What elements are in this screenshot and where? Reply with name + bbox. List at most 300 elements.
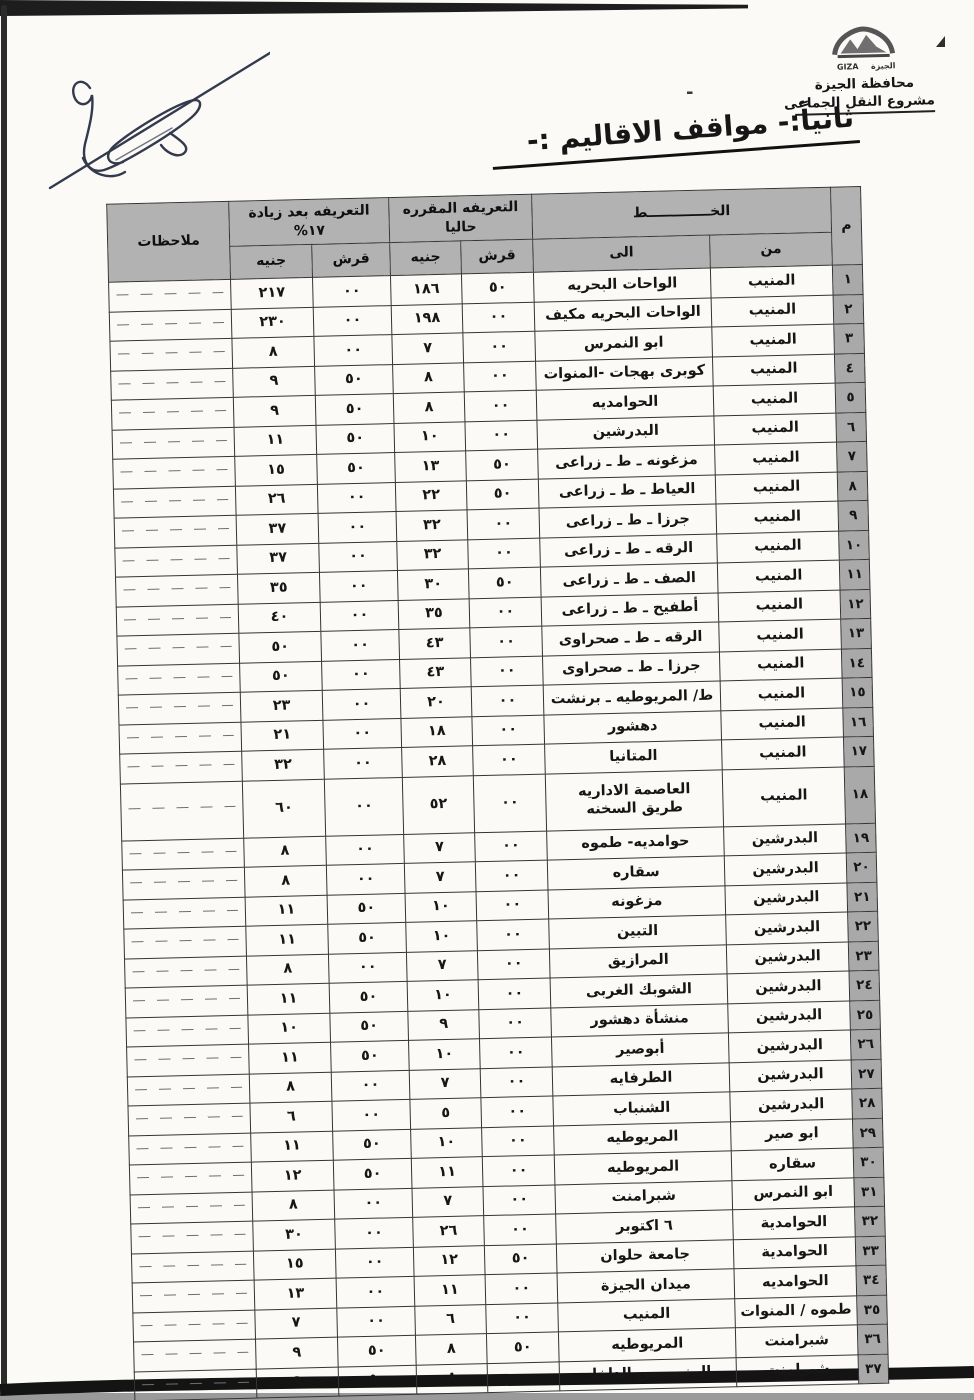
increased-pounds-cell: ٣٢ bbox=[242, 749, 325, 780]
row-index-cell: ٨ bbox=[837, 471, 868, 501]
row-index-cell: ٢٨ bbox=[852, 1088, 883, 1118]
from-cell: المنيب bbox=[722, 767, 845, 827]
increased-piasters-cell: ٠٠ bbox=[322, 659, 401, 690]
increased-piasters-cell: ٥٠ bbox=[333, 1158, 412, 1189]
increased-pounds-cell: ٣٠ bbox=[253, 1219, 336, 1250]
increased-piasters-cell: ٥٠ bbox=[330, 1011, 409, 1042]
increased-piasters-cell: ٠٠ bbox=[326, 863, 405, 894]
current-pounds-cell: ١٠ bbox=[409, 1039, 481, 1070]
increased-piasters-cell: ٠٠ bbox=[337, 1306, 416, 1337]
from-cell: المنيب bbox=[714, 413, 837, 445]
from-cell: المنيب bbox=[713, 383, 836, 415]
current-piasters-cell: ٥٠ bbox=[461, 272, 534, 303]
row-index-cell: ٢ bbox=[833, 294, 864, 324]
row-index-cell: ٢٠ bbox=[846, 852, 877, 882]
current-piasters-cell: ٠٠ bbox=[477, 919, 550, 950]
increased-pounds-cell: ٩ bbox=[233, 395, 316, 426]
to-cell: الرقه ـ ط ـ زراعى bbox=[540, 533, 718, 567]
increased-piasters-cell: ٠٠ bbox=[320, 600, 399, 631]
current-pounds-cell: ٤٣ bbox=[399, 628, 471, 659]
current-piasters-cell: ٠٠ bbox=[464, 361, 537, 392]
row-index-cell: ٧ bbox=[837, 441, 868, 471]
current-piasters-cell: ٠٠ bbox=[480, 1066, 553, 1097]
increased-pounds-cell: ٢٦ bbox=[235, 484, 318, 515]
current-pounds-cell: ٢٦ bbox=[413, 1216, 485, 1247]
current-pounds-cell: ١٠ bbox=[411, 1127, 483, 1158]
notes-cell bbox=[129, 1162, 252, 1194]
increased-piasters-cell: ٠٠ bbox=[331, 1070, 410, 1101]
increased-pounds-cell: ١٠ bbox=[248, 1013, 331, 1044]
increased-tariff-label-line2: %١٧ bbox=[293, 222, 326, 239]
notes-cell bbox=[113, 486, 236, 518]
increased-pounds-cell: ١٥ bbox=[253, 1249, 336, 1280]
current-piasters-cell: ٠٠ bbox=[469, 597, 542, 628]
current-pounds-cell: ٧ bbox=[404, 862, 476, 893]
notes-cell bbox=[123, 897, 246, 929]
increased-piasters-cell: ٥٠ bbox=[315, 394, 394, 425]
notes-cell bbox=[118, 663, 241, 695]
current-piasters-cell: ٠٠ bbox=[471, 656, 544, 687]
to-cell: المتانيا bbox=[545, 740, 723, 774]
current-piasters-cell: ٠٠ bbox=[483, 1184, 556, 1215]
to-cell: المريوطيه bbox=[554, 1121, 732, 1155]
stray-dash-mark: - bbox=[686, 82, 694, 103]
to-cell: الواحات البحريه مكيف bbox=[534, 298, 712, 332]
current-pounds-cell: ٣٠ bbox=[397, 569, 469, 600]
from-cell: البدرشين bbox=[730, 1089, 853, 1121]
notes-cell bbox=[114, 515, 237, 547]
increased-piasters-cell: ٠٠ bbox=[335, 1217, 414, 1248]
to-cell: الواحات البحريه bbox=[533, 268, 711, 302]
increased-pounds-cell: ٢٣٠ bbox=[231, 307, 314, 338]
increased-pounds-cell: ٥٠ bbox=[239, 631, 322, 662]
current-piasters-cell: ٠٠ bbox=[473, 774, 546, 833]
current-pounds-cell: ١٣ bbox=[395, 451, 467, 482]
increased-piasters-cell: ٠٠ bbox=[335, 1247, 414, 1278]
increased-pounds-cell: ٦ bbox=[250, 1101, 333, 1132]
notes-cell bbox=[117, 633, 240, 665]
to-cell: العاصمة الاداريه طريق السخنه bbox=[545, 769, 723, 830]
row-index-cell: ٣٣ bbox=[855, 1236, 886, 1266]
notes-cell bbox=[131, 1251, 254, 1283]
current-piasters-cell: ٠٠ bbox=[471, 685, 544, 716]
org-name: محافظة الجيزة bbox=[814, 74, 915, 94]
current-pounds-cell: ٢٢ bbox=[395, 480, 467, 511]
row-index-cell: ٣٢ bbox=[855, 1206, 886, 1236]
increased-piasters-cell: ٥٠ bbox=[327, 893, 406, 924]
from-cell: شبرامنت bbox=[736, 1354, 859, 1386]
from-cell: المنيب bbox=[720, 678, 843, 710]
increased-pounds-cell: ٨ bbox=[244, 865, 327, 896]
increased-piasters-cell: ٠٠ bbox=[336, 1276, 415, 1307]
row-index-cell: ٣١ bbox=[854, 1177, 885, 1207]
to-cell: المريوطيه bbox=[558, 1328, 736, 1362]
increased-pounds-cell: ١١ bbox=[245, 895, 328, 926]
current-piasters-cell: ٥٠ bbox=[466, 479, 539, 510]
current-pounds-cell: ٧ bbox=[404, 832, 476, 863]
logo-text-ar: الجيزة bbox=[870, 61, 896, 71]
increased-piasters-cell: ٠٠ bbox=[317, 482, 396, 513]
section-title: ثانياً:- مواقف الاقاليم :- bbox=[490, 100, 860, 170]
notes-cell bbox=[124, 956, 247, 988]
to-cell: المنيب من الداخل bbox=[559, 1357, 737, 1391]
current-piasters-cell: ٠٠ bbox=[472, 715, 545, 746]
current-piasters-cell: ٠٠ bbox=[478, 978, 551, 1009]
from-cell: ابو صير bbox=[731, 1118, 854, 1150]
to-cell: الحوامديه bbox=[536, 386, 714, 420]
handwritten-signature bbox=[20, 40, 270, 200]
to-cell: مزغونه bbox=[548, 885, 726, 919]
notes-cell bbox=[116, 574, 239, 606]
to-cell: شبرامنت bbox=[555, 1180, 733, 1214]
to-cell: ابو النمرس bbox=[535, 327, 713, 361]
current-piasters-cell: ٠٠ bbox=[482, 1155, 555, 1186]
increased-pounds-cell: ٦٠ bbox=[242, 779, 325, 838]
from-cell: طموه / المنوات bbox=[735, 1295, 858, 1327]
col-header-current-tariff-group bbox=[389, 194, 533, 242]
to-cell: الشوبك الغربى bbox=[550, 974, 728, 1008]
increased-pounds-cell: ٢٣ bbox=[240, 690, 323, 721]
current-piasters-cell: ٠٠ bbox=[462, 302, 535, 333]
from-cell: الحوامدية bbox=[733, 1236, 856, 1268]
current-piasters-cell: ٥٠ bbox=[484, 1243, 557, 1274]
current-pounds-cell: ٨ bbox=[393, 362, 465, 393]
increased-piasters-cell: ٥٠ bbox=[331, 1040, 410, 1071]
increased-pounds-cell: ١٥ bbox=[235, 454, 318, 485]
row-index-cell: ١٠ bbox=[839, 530, 870, 560]
from-cell: الحوامدية bbox=[733, 1207, 856, 1239]
current-piasters-cell: ٠٠ bbox=[463, 331, 536, 362]
row-index-cell: ٢٤ bbox=[849, 970, 880, 1000]
from-cell: المنيب bbox=[716, 501, 839, 533]
current-piasters-cell: ٠٠ bbox=[484, 1214, 557, 1245]
increased-piasters-cell: ٠٠ bbox=[324, 747, 403, 778]
table-body bbox=[109, 264, 889, 1400]
increased-piasters-cell: ٠٠ bbox=[328, 952, 407, 983]
row-index-cell: ٥ bbox=[835, 382, 866, 412]
from-cell: المنيب bbox=[719, 619, 842, 651]
row-index-cell: ٢٣ bbox=[848, 941, 879, 971]
col-header-from: من bbox=[710, 232, 833, 268]
current-pounds-cell: ٦ bbox=[415, 1304, 487, 1335]
current-piasters-cell: ٠٠ bbox=[482, 1125, 555, 1156]
increased-pounds-cell: ٧ bbox=[255, 1308, 338, 1339]
to-cell: المنيب bbox=[558, 1298, 736, 1332]
row-index-cell: ٩ bbox=[838, 500, 869, 530]
regional-stops-tariff-table bbox=[106, 186, 889, 1400]
notes-cell bbox=[120, 751, 243, 783]
col-header-increased-piasters: قرش bbox=[312, 243, 391, 278]
to-cell: أبوصير bbox=[551, 1033, 729, 1067]
current-pounds-cell: ١٨٦ bbox=[390, 274, 462, 305]
increased-piasters-cell: ٠٠ bbox=[313, 305, 392, 336]
to-cell: الرقه ـ ط ـ صحراوى bbox=[542, 622, 720, 656]
row-index-cell: ١٧ bbox=[844, 736, 875, 766]
current-piasters-cell: ٠٠ bbox=[487, 1361, 560, 1392]
increased-pounds-cell: ٣٧ bbox=[237, 543, 320, 574]
notes-cell bbox=[111, 397, 234, 429]
notes-cell bbox=[134, 1339, 257, 1371]
scan-edge-top bbox=[0, 0, 748, 16]
current-pounds-cell: ٩ bbox=[408, 1009, 480, 1040]
to-cell: الطرفايه bbox=[552, 1062, 730, 1096]
row-index-cell: ١٥ bbox=[842, 677, 873, 707]
increased-pounds-cell: ٨ bbox=[249, 1072, 332, 1103]
current-pounds-cell: ١١ bbox=[411, 1157, 483, 1188]
current-piasters-cell: ٠٠ bbox=[468, 538, 541, 569]
increased-pounds-cell: ١١ bbox=[246, 924, 329, 955]
increased-piasters-cell: ٠٠ bbox=[318, 512, 397, 543]
current-pounds-cell: ٧ bbox=[406, 950, 478, 981]
current-piasters-cell: ٠٠ bbox=[476, 890, 549, 921]
current-piasters-cell: ٥٠ bbox=[468, 567, 541, 598]
increased-piasters-cell: ٥٠ bbox=[338, 1365, 417, 1396]
from-cell: المنيب bbox=[711, 295, 834, 327]
col-header-line-group: الخـــــــــــــط bbox=[532, 187, 832, 239]
row-index-cell: ١٩ bbox=[846, 823, 877, 853]
current-piasters-cell: ٠٠ bbox=[486, 1302, 559, 1333]
to-cell: المرازيق bbox=[549, 944, 727, 978]
col-header-index: م bbox=[831, 186, 863, 265]
current-pounds-cell: ٨ bbox=[393, 392, 465, 423]
notes-cell bbox=[115, 545, 238, 577]
notes-cell bbox=[126, 1015, 249, 1047]
from-cell: المنيب bbox=[718, 590, 841, 622]
increased-pounds-cell: ١١ bbox=[251, 1131, 334, 1162]
notes-cell bbox=[125, 985, 248, 1017]
row-index-cell: ٢٦ bbox=[850, 1029, 881, 1059]
from-cell: شبرامنت bbox=[735, 1325, 858, 1357]
row-index-cell: ٢٩ bbox=[852, 1118, 883, 1148]
to-cell: منشأة دهشور bbox=[551, 1003, 729, 1037]
notes-cell bbox=[122, 838, 245, 870]
letterhead bbox=[783, 22, 936, 116]
notes-cell bbox=[129, 1133, 252, 1165]
current-pounds-cell: ١٠ bbox=[405, 891, 477, 922]
notes-cell bbox=[118, 692, 241, 724]
notes-cell bbox=[131, 1221, 254, 1253]
org-department: مشروع النقل الجماعى bbox=[795, 92, 935, 116]
current-pounds-cell: ٣٥ bbox=[398, 598, 470, 629]
notes-cell bbox=[130, 1192, 253, 1224]
notes-cell bbox=[109, 279, 232, 311]
to-cell: ٦ اكتوبر bbox=[556, 1210, 734, 1244]
current-pounds-cell: ١٩٨ bbox=[391, 303, 463, 334]
notes-cell bbox=[124, 926, 247, 958]
row-index-cell: ٤ bbox=[834, 353, 865, 383]
from-cell: البدرشين bbox=[727, 971, 850, 1003]
current-pounds-cell: ٧ bbox=[412, 1186, 484, 1217]
from-cell: المنيب bbox=[721, 708, 844, 740]
notes-cell bbox=[127, 1074, 250, 1106]
col-header-to: الى bbox=[533, 235, 711, 272]
to-cell: حوامديه- طموه bbox=[547, 826, 725, 860]
current-pounds-cell: ٧ bbox=[409, 1068, 481, 1099]
increased-piasters-cell: ٥٠ bbox=[337, 1335, 416, 1366]
from-cell: المنيب bbox=[722, 737, 845, 769]
increased-tariff-label-line1: التعريفه بعد زيادة bbox=[248, 202, 370, 222]
notes-cell bbox=[132, 1280, 255, 1312]
to-cell: العياط ـ ط ـ زراعى bbox=[538, 474, 716, 508]
increased-pounds-cell: ٩ bbox=[233, 366, 316, 397]
to-cell: البدرشين bbox=[537, 416, 715, 450]
row-index-cell: ١٨ bbox=[844, 766, 875, 824]
increased-piasters-cell: ٠٠ bbox=[313, 276, 392, 307]
increased-piasters-cell: ٠٠ bbox=[321, 629, 400, 660]
to-cell: الصف ـ ط ـ زراعى bbox=[540, 563, 718, 597]
increased-pounds-cell: ١٢ bbox=[251, 1160, 334, 1191]
increased-piasters-cell: ٥٠ bbox=[333, 1129, 412, 1160]
from-cell: المنيب bbox=[717, 560, 840, 592]
row-index-cell: ٢٧ bbox=[851, 1059, 882, 1089]
to-cell: كوبرى بهجات -المنوات bbox=[536, 357, 714, 391]
from-cell: البدرشين bbox=[724, 853, 847, 885]
increased-piasters-cell: ٠٠ bbox=[324, 777, 403, 836]
current-pounds-cell: ٢٨ bbox=[402, 746, 474, 777]
increased-piasters-cell: ٠٠ bbox=[322, 688, 401, 719]
notes-cell bbox=[111, 368, 234, 400]
current-piasters-cell: ٠٠ bbox=[464, 390, 537, 421]
giza-governorate-logo-icon bbox=[826, 23, 901, 75]
current-piasters-cell: ٠٠ bbox=[465, 420, 538, 451]
increased-pounds-cell: ١١ bbox=[249, 1042, 332, 1073]
increased-pounds-cell: ٣٧ bbox=[236, 513, 319, 544]
increased-pounds-cell: ٨ bbox=[246, 954, 329, 985]
from-cell: البدرشين bbox=[725, 883, 848, 915]
current-piasters-cell: ٠٠ bbox=[470, 626, 543, 657]
current-piasters-cell: ٠٠ bbox=[475, 860, 548, 891]
current-pounds-cell: ١٠ bbox=[394, 421, 466, 452]
increased-pounds-cell: ٣٥ bbox=[237, 572, 320, 603]
col-header-increased-pounds: جنيه bbox=[230, 244, 313, 279]
tariff-table-container bbox=[106, 186, 888, 1400]
current-pounds-cell: ١٠ bbox=[407, 980, 479, 1011]
notes-cell bbox=[133, 1310, 256, 1342]
current-piasters-cell: ٠٠ bbox=[473, 744, 546, 775]
row-index-cell: ٣٤ bbox=[856, 1265, 887, 1295]
col-header-current-piasters: قرش bbox=[461, 239, 534, 274]
increased-piasters-cell: ٥٠ bbox=[328, 922, 407, 953]
to-cell: جامعة حلوان bbox=[556, 1239, 734, 1273]
increased-pounds-cell: ٨ bbox=[252, 1190, 335, 1221]
current-pounds-cell: ٥ bbox=[410, 1098, 482, 1129]
scan-corner-mark bbox=[936, 36, 945, 47]
increased-piasters-cell: ٥٠ bbox=[329, 981, 408, 1012]
increased-piasters-cell: ٠٠ bbox=[319, 541, 398, 572]
notes-cell bbox=[127, 1044, 250, 1076]
row-index-cell: ٦ bbox=[836, 412, 867, 442]
col-header-increased-tariff-group bbox=[229, 198, 390, 247]
notes-cell bbox=[122, 867, 245, 899]
current-pounds-cell: ١١ bbox=[414, 1275, 486, 1306]
notes-cell bbox=[134, 1369, 257, 1400]
from-cell: المنيب bbox=[719, 649, 842, 681]
current-pounds-cell: ٨ bbox=[415, 1334, 487, 1365]
row-index-cell: ٣٠ bbox=[853, 1147, 884, 1177]
increased-pounds-cell: ٨ bbox=[232, 336, 315, 367]
current-piasters-cell: ٠٠ bbox=[477, 949, 550, 980]
current-tariff-label-line1: التعريفه المقرره bbox=[402, 199, 519, 218]
from-cell: المنيب bbox=[712, 324, 835, 356]
notes-cell bbox=[116, 604, 239, 636]
current-pounds-cell: ١٢ bbox=[413, 1245, 485, 1276]
col-header-notes: ملاحظات bbox=[107, 201, 231, 282]
row-index-cell: ١٣ bbox=[841, 618, 872, 648]
svg-text:GIZA الجيزة bbox=[837, 61, 896, 72]
current-pounds-cell: ٥٢ bbox=[402, 775, 474, 834]
increased-pounds-cell: ١١ bbox=[234, 425, 317, 456]
notes-cell bbox=[119, 722, 242, 754]
increased-pounds-cell: ١٣ bbox=[254, 1278, 337, 1309]
to-cell: التبين bbox=[549, 915, 727, 949]
row-index-cell: ١١ bbox=[839, 559, 870, 589]
current-tariff-label-line2: حاليا bbox=[444, 218, 477, 236]
to-cell: جرزا ـ ط ـ صحراوى bbox=[543, 651, 721, 685]
row-index-cell: ٣٦ bbox=[857, 1324, 888, 1354]
row-index-cell: ١٤ bbox=[841, 648, 872, 678]
row-index-cell: ٢٢ bbox=[848, 911, 879, 941]
notes-cell bbox=[120, 781, 243, 841]
from-cell: البدرشين bbox=[728, 1030, 851, 1062]
scan-edge-left bbox=[1, 5, 7, 1395]
from-cell: البدرشين bbox=[726, 912, 849, 944]
from-cell: المنيب bbox=[717, 531, 840, 563]
increased-pounds-cell: ٩ bbox=[256, 1367, 339, 1398]
current-piasters-cell: ٠٠ bbox=[485, 1273, 558, 1304]
current-pounds-cell: ١٨ bbox=[401, 716, 473, 747]
to-cell: المريوطيه bbox=[554, 1151, 732, 1185]
to-cell: الشنباب bbox=[553, 1092, 731, 1126]
row-index-cell: ٣٧ bbox=[858, 1354, 889, 1384]
increased-piasters-cell: ٠٠ bbox=[334, 1188, 413, 1219]
from-cell: البدرشين bbox=[724, 824, 847, 856]
current-piasters-cell: ٥٠ bbox=[486, 1332, 559, 1363]
increased-piasters-cell: ٥٠ bbox=[316, 423, 395, 454]
row-index-cell: ٣٥ bbox=[857, 1295, 888, 1325]
to-cell: ميدان الجيزة bbox=[557, 1269, 735, 1303]
row-index-cell: ٣ bbox=[834, 323, 865, 353]
increased-pounds-cell: ١١ bbox=[247, 983, 330, 1014]
current-piasters-cell: ٠٠ bbox=[467, 508, 540, 539]
current-pounds-cell: ٢٠ bbox=[400, 687, 472, 718]
current-pounds-cell: ٣٢ bbox=[397, 539, 469, 570]
from-cell: المنيب bbox=[715, 442, 838, 474]
increased-piasters-cell: ٠٠ bbox=[332, 1099, 411, 1130]
notes-cell bbox=[109, 309, 232, 341]
to-cell: جرزا ـ ط ـ زراعى bbox=[539, 504, 717, 538]
to-cell: سقاره bbox=[547, 856, 725, 890]
from-cell: البدرشين bbox=[729, 1059, 852, 1091]
increased-piasters-cell: ٠٠ bbox=[314, 335, 393, 366]
increased-piasters-cell: ٥٠ bbox=[315, 364, 394, 395]
from-cell: المنيب bbox=[710, 265, 833, 297]
to-cell: دهشور bbox=[544, 710, 722, 744]
from-cell: المنيب bbox=[713, 354, 836, 386]
current-pounds-cell: ٨ bbox=[416, 1363, 488, 1394]
increased-pounds-cell: ٢١٧ bbox=[231, 277, 314, 308]
row-index-cell: ١٦ bbox=[843, 707, 874, 737]
from-cell: البدرشين bbox=[726, 941, 849, 973]
from-cell: الحوامديه bbox=[734, 1266, 857, 1298]
current-pounds-cell: ٧ bbox=[392, 333, 464, 364]
increased-piasters-cell: ٠٠ bbox=[323, 718, 402, 749]
current-pounds-cell: ٣٢ bbox=[396, 510, 468, 541]
increased-pounds-cell: ٩ bbox=[255, 1337, 338, 1368]
row-index-cell: ٢٥ bbox=[850, 1000, 881, 1030]
current-piasters-cell: ٠٠ bbox=[480, 1037, 553, 1068]
from-cell: ابو النمرس bbox=[732, 1177, 855, 1209]
current-piasters-cell: ٠٠ bbox=[475, 831, 548, 862]
